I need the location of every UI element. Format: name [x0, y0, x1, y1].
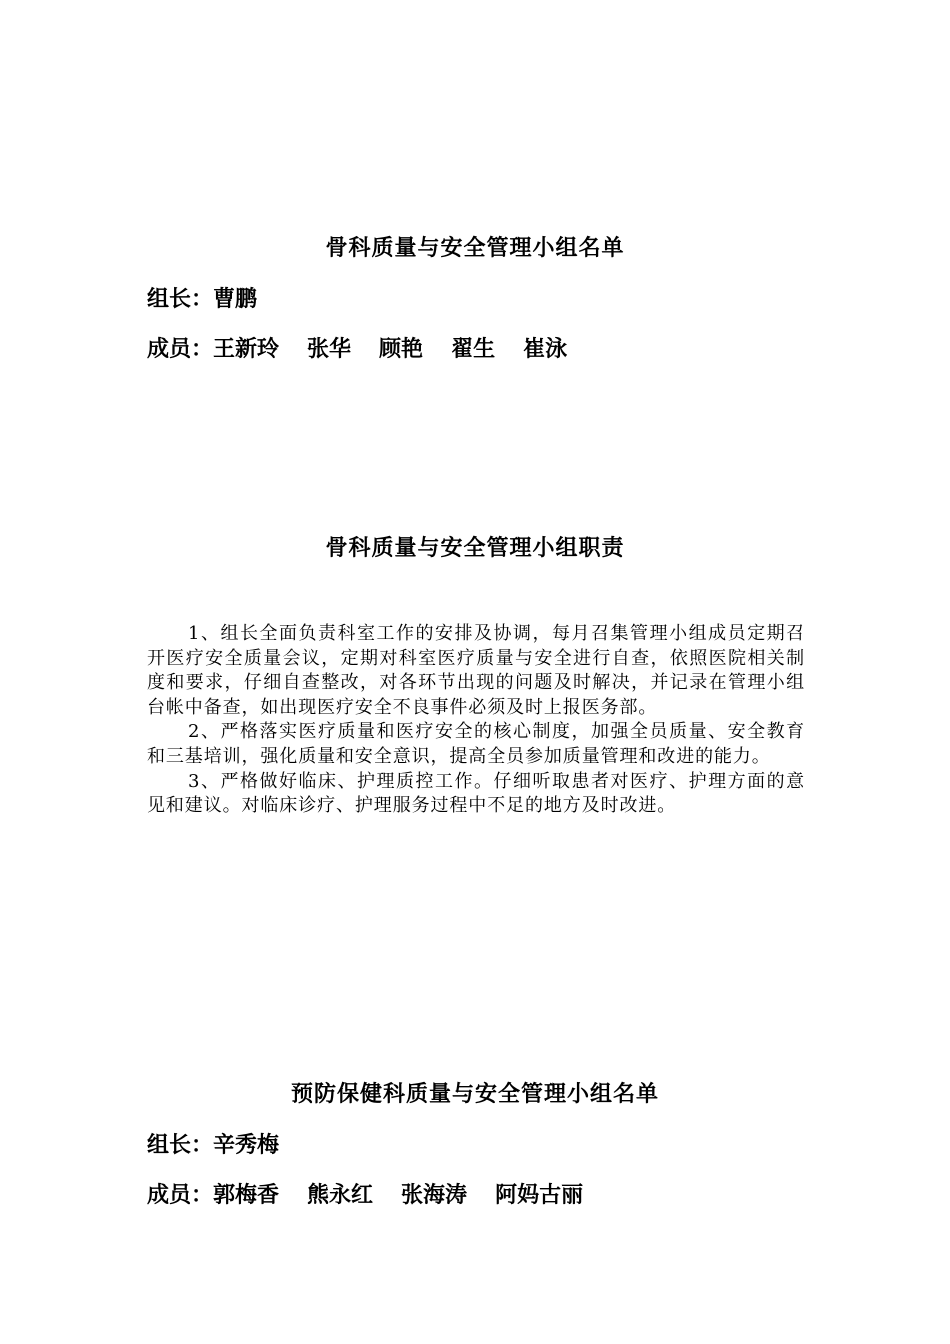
- member-name: 郭梅香: [213, 1182, 280, 1208]
- section3-members-list: [213, 1182, 583, 1208]
- section1-leader-line: [147, 284, 257, 314]
- member-name: 张海涛: [401, 1182, 468, 1208]
- responsibility-paragraph: 2、严格落实医疗质量和医疗安全的核心制度，加强全员质量、安全教育和三基培训，强化质量和安全意识，提高全员参加质量管理和改进的能力。: [147, 721, 805, 767]
- section1-leader-label: 组长：: [147, 286, 214, 312]
- section1-title: 骨科质量与安全管理小组名单: [325, 235, 625, 261]
- member-name: 翟生: [451, 336, 496, 362]
- section3-members-label: 成员：: [147, 1182, 214, 1208]
- section1-members-list: [213, 336, 567, 362]
- member-name: 阿妈古丽: [495, 1182, 584, 1208]
- member-name: 王新玲: [213, 336, 280, 362]
- member-name: 熊永红: [307, 1182, 374, 1208]
- section3-members-line: [147, 1180, 583, 1210]
- section1-members-line: [147, 334, 567, 364]
- section1-members-label: 成员：: [147, 336, 214, 362]
- member-name: 崔泳: [523, 336, 568, 362]
- section1-leader-name: 曹鹏: [213, 286, 258, 312]
- section3-leader-line: [147, 1130, 279, 1160]
- member-name: 张华: [307, 336, 352, 362]
- responsibility-paragraph: 3、严格做好临床、护理质控工作。仔细听取患者对医疗、护理方面的意见和建议。对临床诊疗、护理服务过程中不足的地方及时改进。: [147, 770, 805, 817]
- section3-leader-label: 组长：: [147, 1132, 214, 1158]
- section2-title: 骨科质量与安全管理小组职责: [325, 535, 625, 561]
- responsibility-paragraph: 1、组长全面负责科室工作的安排及协调，每月召集管理小组成员定期召开医疗安全质量会议，定期对科室医疗质量与安全进行自查，依照医院相关制度和要求，仔细自查整改，对各环节出现的问题及时解决，并记录在管理小组台帐中备查，如出现医疗安全不良事件必须及时上报医务部。: [147, 623, 805, 718]
- section3-leader-name: 辛秀梅: [213, 1132, 280, 1158]
- section3-title: 预防保健科质量与安全管理小组名单: [290, 1081, 659, 1107]
- responsibilities-body: [147, 622, 805, 819]
- member-name: 顾艳: [379, 336, 424, 362]
